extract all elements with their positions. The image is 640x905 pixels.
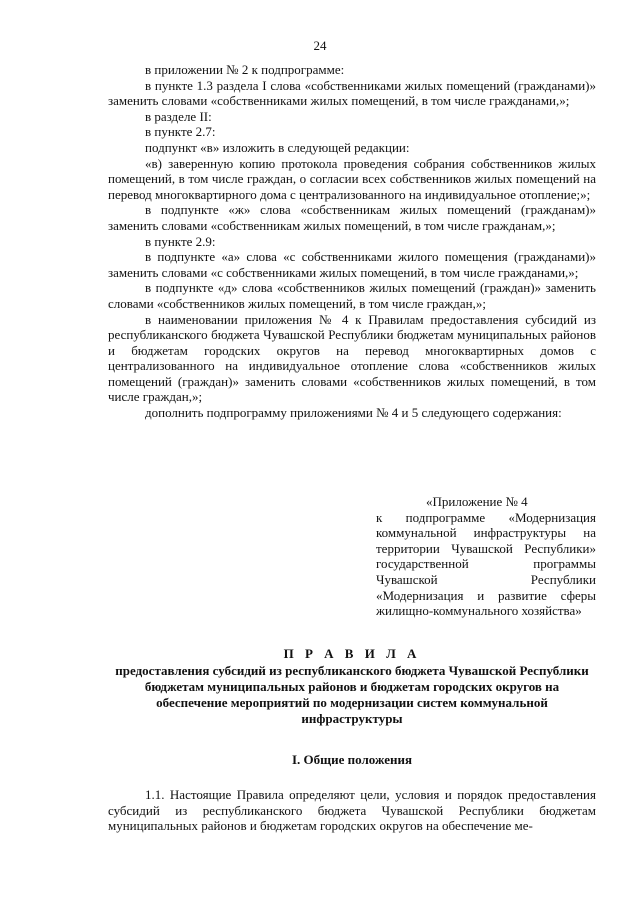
paragraph: дополнить подпрограмму приложениями № 4 и 5 следующего содержания: xyxy=(145,405,562,421)
paragraph: в пункте 1.3 раздела I слова «собственниками жилых помещений (гражданами)» заменить словами «собственниками жилых помещений, в том числе гражданами,»; xyxy=(108,77,596,109)
paragraph: в подпункте «ж» слова «собственникам жилых помещений (гражданам)» заменить словами «собственникам жилых помещений, в том числе гражданам,»; xyxy=(108,202,596,233)
annex-text: к подпрограмме «Модернизация коммунальной инфраструктуры на территории Чувашской Республики» государственной программы Чувашской Республики «Модернизация и развитие сферы жилищно-коммунального хозяйства» xyxy=(376,509,596,619)
section-heading: I. Общие положения xyxy=(292,752,412,767)
paragraph: в подпункте «а» слова «с собственниками жилого помещения (гражданами)» заменить словами «с собственниками жилых помещений, в том числе гражданами,»; xyxy=(108,249,596,280)
annex-reference xyxy=(376,494,596,619)
paragraph: в пункте 2.9: xyxy=(145,233,216,249)
page-number: 24 xyxy=(313,38,327,53)
paragraph: в приложении № 2 к подпрограмме: xyxy=(145,62,345,77)
section-text xyxy=(108,787,596,834)
paragraph: в разделе II: xyxy=(145,108,212,124)
annex-title: «Приложение № 4 xyxy=(426,494,528,509)
amendments-text xyxy=(108,62,596,421)
paragraph: «в) заверенную копию протокола проведения собрания собственников жилых помещений, в том числе граждан, о согласии всех собственников жилых помещений на перевод многоквартирного дома с централизованного на индивидуальное отопление;»; xyxy=(108,155,596,202)
rules-title: П Р А В И Л А xyxy=(283,646,421,661)
rules-title-block xyxy=(108,645,596,727)
paragraph: в подпункте «д» слова «собственников жилых помещений (граждан)» заменить словами «собственников жилых помещений, в том числе граждан,»; xyxy=(108,280,596,311)
rules-subtitle: предоставления субсидий из республиканского бюджета Чувашской Республики бюджетам муниципальных районов и бюджетам городских округов на обеспечение мероприятий по модернизации систем коммунальной инфраструктуры xyxy=(115,663,589,726)
paragraph: 1.1. Настоящие Правила определяют цели, условия и порядок предоставления субсидий из республиканского бюджета Чувашской Республики бюджетам муниципальных районов и бюджетам городских округов на обеспечение ме- xyxy=(108,787,596,834)
paragraph: подпункт «в» изложить в следующей редакции: xyxy=(145,139,410,155)
paragraph: в наименовании приложения № 4 к Правилам предоставления субсидий из республиканского бюджета Чувашской Республики бюджетам муниципальных районов и бюджетам городских округов на перевод многоквартирных домов с централизованного на индивидуальное отопление слова «собственников жилых помещений (граждан)» заменить словами «собственников жилых помещений, в том числе граждан,»; xyxy=(108,311,596,405)
paragraph: в пункте 2.7: xyxy=(145,124,216,140)
